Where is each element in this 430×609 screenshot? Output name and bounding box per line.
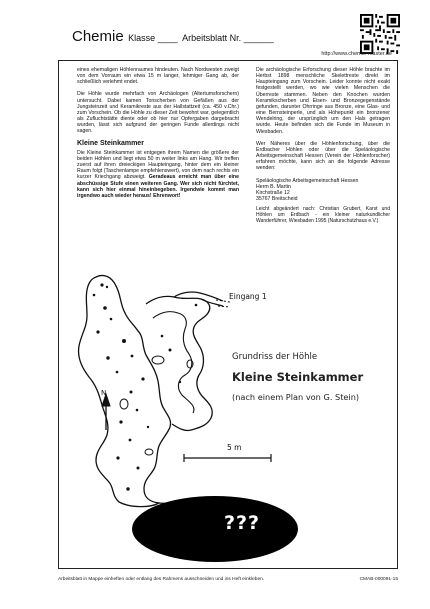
address-line: Speläologische Arbeitsgemeinschaft Hessen [256, 177, 359, 184]
paragraph: Die Höhle wurde mehrfach von Archäologen (Altertumsforschern) untersucht. Dabei kamen Tonscherben von Gefäßen aus der Jungsteinzeit und Keramikreste aus der Hallstattzeit (ca. 450 v.Chr.) zum Vorschein. Ob die Höhle zu dieser Zeit bewohnt war, gelegentlich als Zufluchtstätte diente oder ob hier nur Opfergaben dargebracht wurden, lässt sich aufgrund der geringen Funde allerdings nicht sagen. [77, 91, 239, 135]
address-line: 35767 Breitscheid [256, 195, 298, 202]
plan-caption-subtitle: Grundriss der Höhle [232, 352, 318, 362]
plan-caption-source: (nach einem Plan von G. Stein) [232, 392, 360, 402]
paragraph-text: Die Kleine Steinkammer ist entgegen ihrem Namen die größere der beiden Höhlen und liegt etwa 50 m weiter links am Hang. Wir treffen zuerst auf ihren dreieckigen Haupteingang, hinter dem ein kleiner Raum folgt (Taschenlampe empfehlenswert), von dem nach rechts ein kurzer Kriechgang abzweigt. [77, 149, 239, 181]
class-field-label: Klasse ____ [128, 33, 178, 43]
plan-caption-title: Kleine Steinkammer [232, 370, 364, 384]
qr-code-icon [360, 14, 400, 54]
address-line: Kirchstraße 12 [256, 189, 290, 196]
source-note: Leicht abgeändert nach: Christian Grubert, Karst und Höhlen um Erdbach - ein kleiner naturkundlicher Wanderführer, Wiesbaden 1995 (Naturschutzhaus e.V.) [256, 206, 390, 224]
paragraph: Wer Näheres über die Höhlenforschung, über die Erdbacher Höhlen oder über die Speläologische Arbeitsgemeinschaft Hessen (Verein der Höhlenforscher) erfahren möchte, kann sich an die folgende Adresse wenden: [256, 140, 390, 172]
subject-title: Chemie [72, 28, 124, 45]
cave-branch-inner [153, 312, 194, 413]
entrance-ledge [216, 300, 230, 307]
paragraph [77, 150, 239, 199]
footer-instructions: Arbeitsblatt in Mappe einheften oder entlang des Rahmens ausschneiden und ins Heft einkleben. [58, 577, 265, 582]
sheet-number-label: Arbeitsblatt Nr. ______ [182, 33, 274, 43]
contact-address [256, 178, 390, 203]
scale-bar [184, 454, 271, 462]
north-arrow [102, 394, 110, 430]
section-heading: Kleine Steinkammer [77, 139, 144, 147]
address-line: Herm B. Martin [256, 183, 291, 190]
left-text-column [77, 67, 239, 205]
worksheet-header [72, 28, 274, 46]
paragraph-bold-text: Geradeaus erreicht man über eine abschüssige Stufe einen weiteren Gang. Wer sich nicht fürchtet, kann sich hier einmal hineinbegeben. Irgendwie kommt man irgendwo auch wieder heraus! Ehrenwort! [77, 174, 239, 199]
right-text-column [256, 67, 390, 230]
footer-code: CMAB-000091-15 [359, 577, 398, 582]
entrance-label: Eingang 1 [229, 292, 267, 301]
north-label: N [101, 389, 107, 397]
paragraph: eines ehemaligen Höhlenraumes hindeuten. Nach Nordwesten zweigt von dem Vorraum ein etwa 15 m langer, lehmiger Gang ab, der schließlich verlehmt endet. [77, 67, 239, 86]
cave-outline [79, 275, 171, 506]
unknown-chamber-label: ??? [223, 512, 261, 534]
scale-label: 5 m [227, 443, 242, 452]
plan-caption [232, 352, 392, 402]
website-url: http://www.chemie-master.de [321, 51, 392, 57]
paragraph: Die archäologische Erforschung dieser Höhle brachte im Herbst 1898 menschliche Skelettreste direkt im Haupteingang zum Vorschein. Leider konnte nicht exakt festgestellt werden, wo wie vielen Menschen die Überreste stammen. Neben den Knochen wurden Keramikscherben und Eisen- und Bronzegegenstände gefunden, darunter Ohrringe aus Bronze, eine Glas- und eine Bernsteinperle, und als Höhepunkt ein bronzener Wendelring, der ursprünglich um den Hals getragen wurde. Heute befinden sich die Funde im Museum in Wiesbaden. [256, 67, 390, 135]
